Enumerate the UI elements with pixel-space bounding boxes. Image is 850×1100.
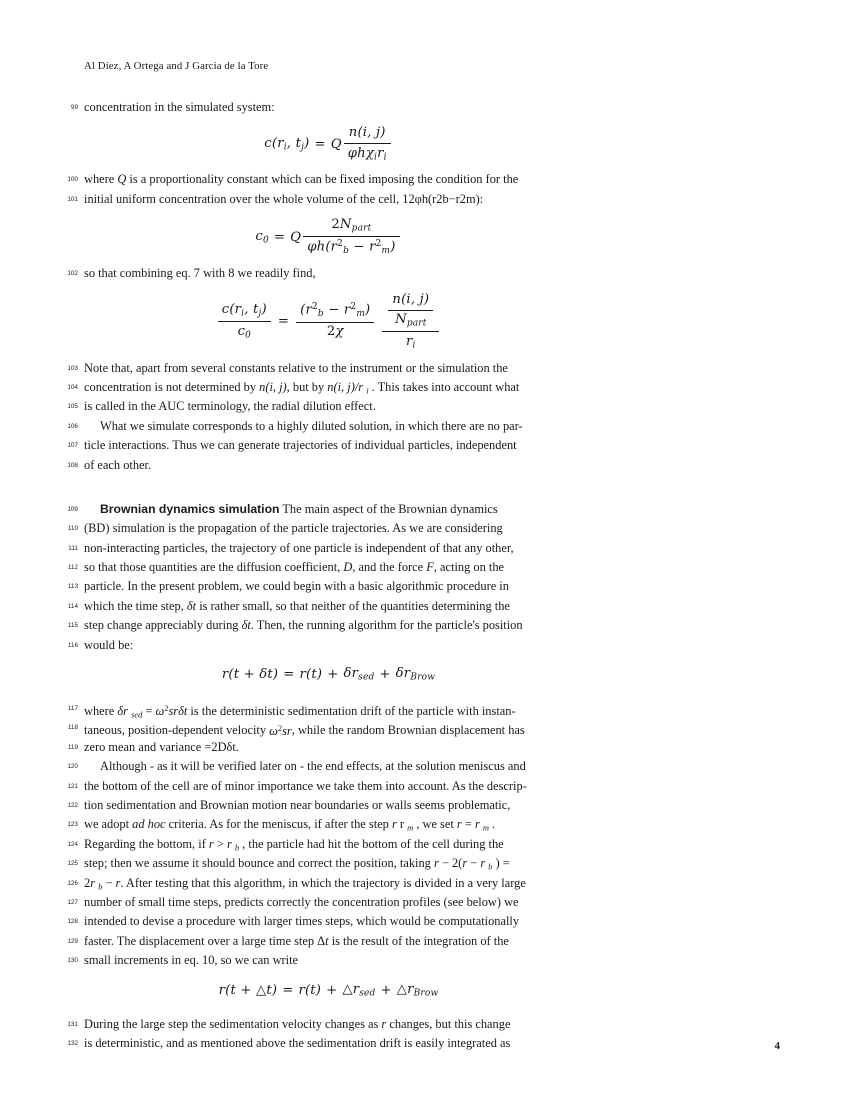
eq4-rhs-2: $\delta r_{sed}$ xyxy=(343,666,375,683)
text-line xyxy=(67,264,573,283)
eq1-Q: Q xyxy=(330,136,342,152)
line-text: which the time step, δt is rather small, so that neither of the quantities determining the xyxy=(84,598,510,613)
text-line xyxy=(67,854,573,873)
fraction-bar xyxy=(382,331,439,332)
text-line xyxy=(67,796,573,815)
eq4-plus-1: + xyxy=(327,667,339,683)
line-text: we adopt ad hoc criteria. As for the meniscus, if after the step r r $_m$ , we set r = r $_m$ . xyxy=(84,817,496,833)
text-line xyxy=(67,874,573,893)
text-line xyxy=(67,893,573,912)
line-text: Although - as it will be verified later on - the end effects, at the solution meniscus and xyxy=(100,759,526,774)
line-text: During the large step the sedimentation velocity changes as r changes, but this change xyxy=(84,1016,511,1031)
line-number: 109 xyxy=(67,505,78,513)
line-text: non-interacting particles, the trajectory of one particle is independent of that any other, xyxy=(84,540,514,555)
line-text: concentration in the simulated system: xyxy=(84,100,275,114)
line-number: 131 xyxy=(67,1020,78,1028)
text-line xyxy=(67,417,573,436)
fraction-bar xyxy=(388,310,433,311)
eq5-plus-2: + xyxy=(380,982,392,998)
fraction-bar xyxy=(303,236,399,237)
line-text: would be: xyxy=(84,637,134,652)
eq2-lhs: $c_0$ xyxy=(255,228,269,246)
eq3-inner-numerator: n(i, j) xyxy=(392,291,430,307)
line-number: 108 xyxy=(67,461,78,469)
line-number: 119 xyxy=(67,743,78,751)
equation-1 xyxy=(84,125,573,165)
text-line xyxy=(67,718,573,738)
line-number: 115 xyxy=(67,622,78,630)
line-text: tion sedimentation and Brownian motion near boundaries or walls seems problematic, xyxy=(84,797,511,812)
line-text: Regarding the bottom, if r > r $_b$ , the particle had hit the bottom of the cell during the xyxy=(84,836,504,853)
line-text: where δr $_{sed} = \omega^2sr\delta t$ is the deterministic sedimentation drift of the particle with instan- xyxy=(84,703,516,720)
text-line xyxy=(70,98,573,117)
eq5-rhs-1: r(t) xyxy=(298,982,322,998)
line-text: intended to devise a procedure with larger times steps, which would be computationally xyxy=(84,914,520,929)
line-number: 104 xyxy=(67,383,78,391)
text-line xyxy=(67,757,573,776)
text-line xyxy=(67,456,573,475)
line-text: where Q is a proportionality constant which can be fixed imposing the condition for the xyxy=(84,172,519,187)
fraction-bar xyxy=(218,321,271,322)
eq2-fraction xyxy=(303,217,399,257)
line-text: so that combining eq. 7 with 8 we readily find, xyxy=(84,266,316,281)
text-line xyxy=(67,558,573,577)
text-column xyxy=(67,98,573,1053)
line-number: 106 xyxy=(67,422,78,430)
equation-4 xyxy=(84,663,573,691)
line-text: so that those quantities are the diffusion coefficient, D, and the force F, acting on the xyxy=(84,560,505,575)
line-number: 127 xyxy=(67,898,78,906)
line-text: taneous, position-dependent velocity $\omega^2sr$, while the random Brownian displacement has xyxy=(84,722,525,738)
eq5-rhs-3: $\triangle r_{Brow}$ xyxy=(396,981,439,999)
fraction-bar xyxy=(296,322,374,323)
text-line xyxy=(67,1034,573,1053)
text-line xyxy=(67,932,573,951)
text-line xyxy=(67,500,573,519)
line-text: 2r $_b$ − r. After testing that this algorithm, in which the trajectory is divided in a very large xyxy=(84,875,526,891)
text-line xyxy=(67,636,573,655)
text-line xyxy=(68,539,573,558)
running-head: Al Díez, A Ortega and J Garcia de la Tore xyxy=(84,60,269,72)
spacer xyxy=(84,1007,573,1015)
line-text: zero mean and variance =2Dδt. xyxy=(84,739,239,754)
text-line xyxy=(67,436,573,455)
text-line xyxy=(67,912,573,931)
line-text: of each other. xyxy=(84,457,152,472)
line-number: 132 xyxy=(67,1039,78,1047)
page-number: 4 xyxy=(774,1040,780,1052)
text-line xyxy=(67,815,573,834)
eq4-equals: = xyxy=(283,667,295,683)
eq1-equals: = xyxy=(314,136,326,152)
line-text: small increments in eq. 10, so we can write xyxy=(84,953,299,968)
line-number: 124 xyxy=(67,840,78,848)
line-number: 117 xyxy=(67,705,78,713)
spacer xyxy=(84,284,573,292)
eq3-inner-denominator: $N_{part}$ xyxy=(395,312,427,329)
line-number: 103 xyxy=(67,364,78,372)
text-line xyxy=(67,777,573,796)
fraction-bar xyxy=(344,143,391,144)
equation-2 xyxy=(84,217,573,259)
line-text: step; then we assume it should bounce and correct the position, taking r − 2(r − r $_b$ ) = xyxy=(84,856,510,872)
spacer xyxy=(84,691,573,699)
line-text: faster. The displacement over a large time step Δt is the result of the integration of the xyxy=(84,933,509,948)
line-text: initial uniform concentration over the whole volume of the cell, 12φh(r2b−r2m): xyxy=(84,191,484,206)
line-number: 113 xyxy=(67,583,78,591)
eq2-numerator: $2N_{part}$ xyxy=(331,217,372,234)
equation-3 xyxy=(84,292,573,354)
equation-2-math xyxy=(255,217,401,257)
line-text: is deterministic, and as mentioned above the sedimentation drift is easily integrated as xyxy=(84,1035,511,1050)
text-line xyxy=(67,738,573,757)
text-line xyxy=(67,835,573,854)
text-line xyxy=(67,1015,573,1034)
text-line xyxy=(67,951,573,970)
section-heading: Brownian dynamics simulation xyxy=(100,501,280,516)
line-number: 105 xyxy=(67,403,78,411)
line-number: 110 xyxy=(67,525,78,533)
line-number: 129 xyxy=(67,937,78,945)
eq3-inner-fraction xyxy=(388,292,433,330)
eq1-numerator: n(i, j) xyxy=(348,125,386,141)
text-line xyxy=(67,616,573,635)
eq2-equals: = xyxy=(273,229,286,245)
eq5-lhs: r(t + △t) xyxy=(218,982,278,998)
eq5-equals: = xyxy=(282,982,294,998)
line-text: the bottom of the cell are of minor importance we take them into account. As the descrip- xyxy=(84,778,527,793)
line-text: What we simulate corresponds to a highly diluted solution, in which there are no par- xyxy=(100,418,523,433)
line-text: Brownian dynamics simulation The main aspect of the Brownian dynamics xyxy=(100,501,498,516)
spacer xyxy=(84,492,573,500)
line-number: 122 xyxy=(67,801,78,809)
spacer xyxy=(84,117,573,125)
equation-4-math xyxy=(222,666,435,683)
spacer xyxy=(84,971,573,979)
eq5-rhs-2: $\triangle r_{sed}$ xyxy=(342,981,376,999)
line-number: 102 xyxy=(67,270,78,278)
line-number: 107 xyxy=(67,442,78,450)
line-number: 128 xyxy=(67,918,78,926)
line-text: particle. In the present problem, we could begin with a basic algorithmic procedure in xyxy=(84,579,509,594)
spacer xyxy=(84,475,573,492)
eq1-denominator: $\varphi h\chi_ir_i$ xyxy=(347,145,387,163)
eq3-right-denominator: $r_i$ xyxy=(406,333,416,351)
eq3-mid-denominator: 2χ xyxy=(326,324,344,340)
eq3-right-numerator xyxy=(382,292,439,330)
eq3-lhs-denominator: $c_0$ xyxy=(237,323,252,341)
text-line xyxy=(67,577,573,596)
equation-5 xyxy=(84,979,573,1007)
line-number: 121 xyxy=(67,782,78,790)
line-number: 123 xyxy=(67,821,78,829)
eq3-mid-fraction xyxy=(296,302,374,341)
text-line xyxy=(67,597,573,616)
eq2-Q: Q xyxy=(290,229,302,245)
eq3-lhs-numerator: $c(r_i$, $t_j$) xyxy=(221,301,267,319)
eq4-lhs: r(t + δt) xyxy=(221,667,279,683)
eq4-plus-2: + xyxy=(379,667,391,683)
line-number: 130 xyxy=(67,957,78,965)
line-number: 99 xyxy=(70,104,78,111)
line-number: 111 xyxy=(68,544,78,552)
eq4-rhs-1: r(t) xyxy=(299,667,323,683)
spacer xyxy=(84,209,573,217)
line-number: 116 xyxy=(67,641,78,649)
equation-1-math xyxy=(264,125,392,163)
text-line xyxy=(67,190,573,209)
eq3-mid-numerator: $(r^2_b - r^2_m)$ xyxy=(300,302,371,320)
text-line xyxy=(67,359,573,378)
eq1-fraction xyxy=(344,125,391,163)
line-text: (BD) simulation is the propagation of the particle trajectories. As we are considering xyxy=(84,521,503,536)
eq3-right-fraction xyxy=(382,292,439,352)
line-number: 125 xyxy=(67,860,78,868)
line-text: ticle interactions. Thus we can generate trajectories of individual particles, independent xyxy=(84,438,517,453)
text-line xyxy=(67,519,573,538)
text-line xyxy=(67,378,573,397)
text-line xyxy=(67,170,573,189)
eq1-lhs: $c(r_i$, $t_j$) xyxy=(264,136,310,153)
text-line xyxy=(67,397,573,416)
line-number: 120 xyxy=(67,763,78,771)
equation-5-math xyxy=(219,982,439,999)
line-text: is called in the AUC terminology, the radial dilution effect. xyxy=(84,399,376,414)
eq3-equals: = xyxy=(277,314,290,330)
eq5-plus-1: + xyxy=(326,982,338,998)
equation-3-math xyxy=(216,292,442,352)
line-number: 112 xyxy=(67,564,78,572)
line-number: 101 xyxy=(67,195,78,203)
line-text: concentration is not determined by n(i, j), but by n(i, j)/r $_i$ . This takes into account what xyxy=(84,379,520,396)
text-line xyxy=(67,699,573,720)
eq3-lhs-fraction xyxy=(218,302,271,341)
line-text: number of small time steps, predicts correctly the concentration profiles (see below) we xyxy=(84,894,519,909)
line-text: Note that, apart from several constants relative to the instrument or the simulation the xyxy=(84,360,508,375)
eq2-denominator: $\varphi h(r^2_b - r^2_m)$ xyxy=(307,238,396,256)
line-number: 114 xyxy=(67,602,78,610)
spacer xyxy=(84,655,573,663)
line-text: step change appreciably during δt. Then, the running algorithm for the particle's position xyxy=(84,618,523,633)
line-number: 126 xyxy=(67,879,78,887)
line-number: 118 xyxy=(67,724,78,732)
eq4-rhs-3: $\delta r_{Brow}$ xyxy=(395,666,436,683)
line-number: 100 xyxy=(67,176,78,184)
